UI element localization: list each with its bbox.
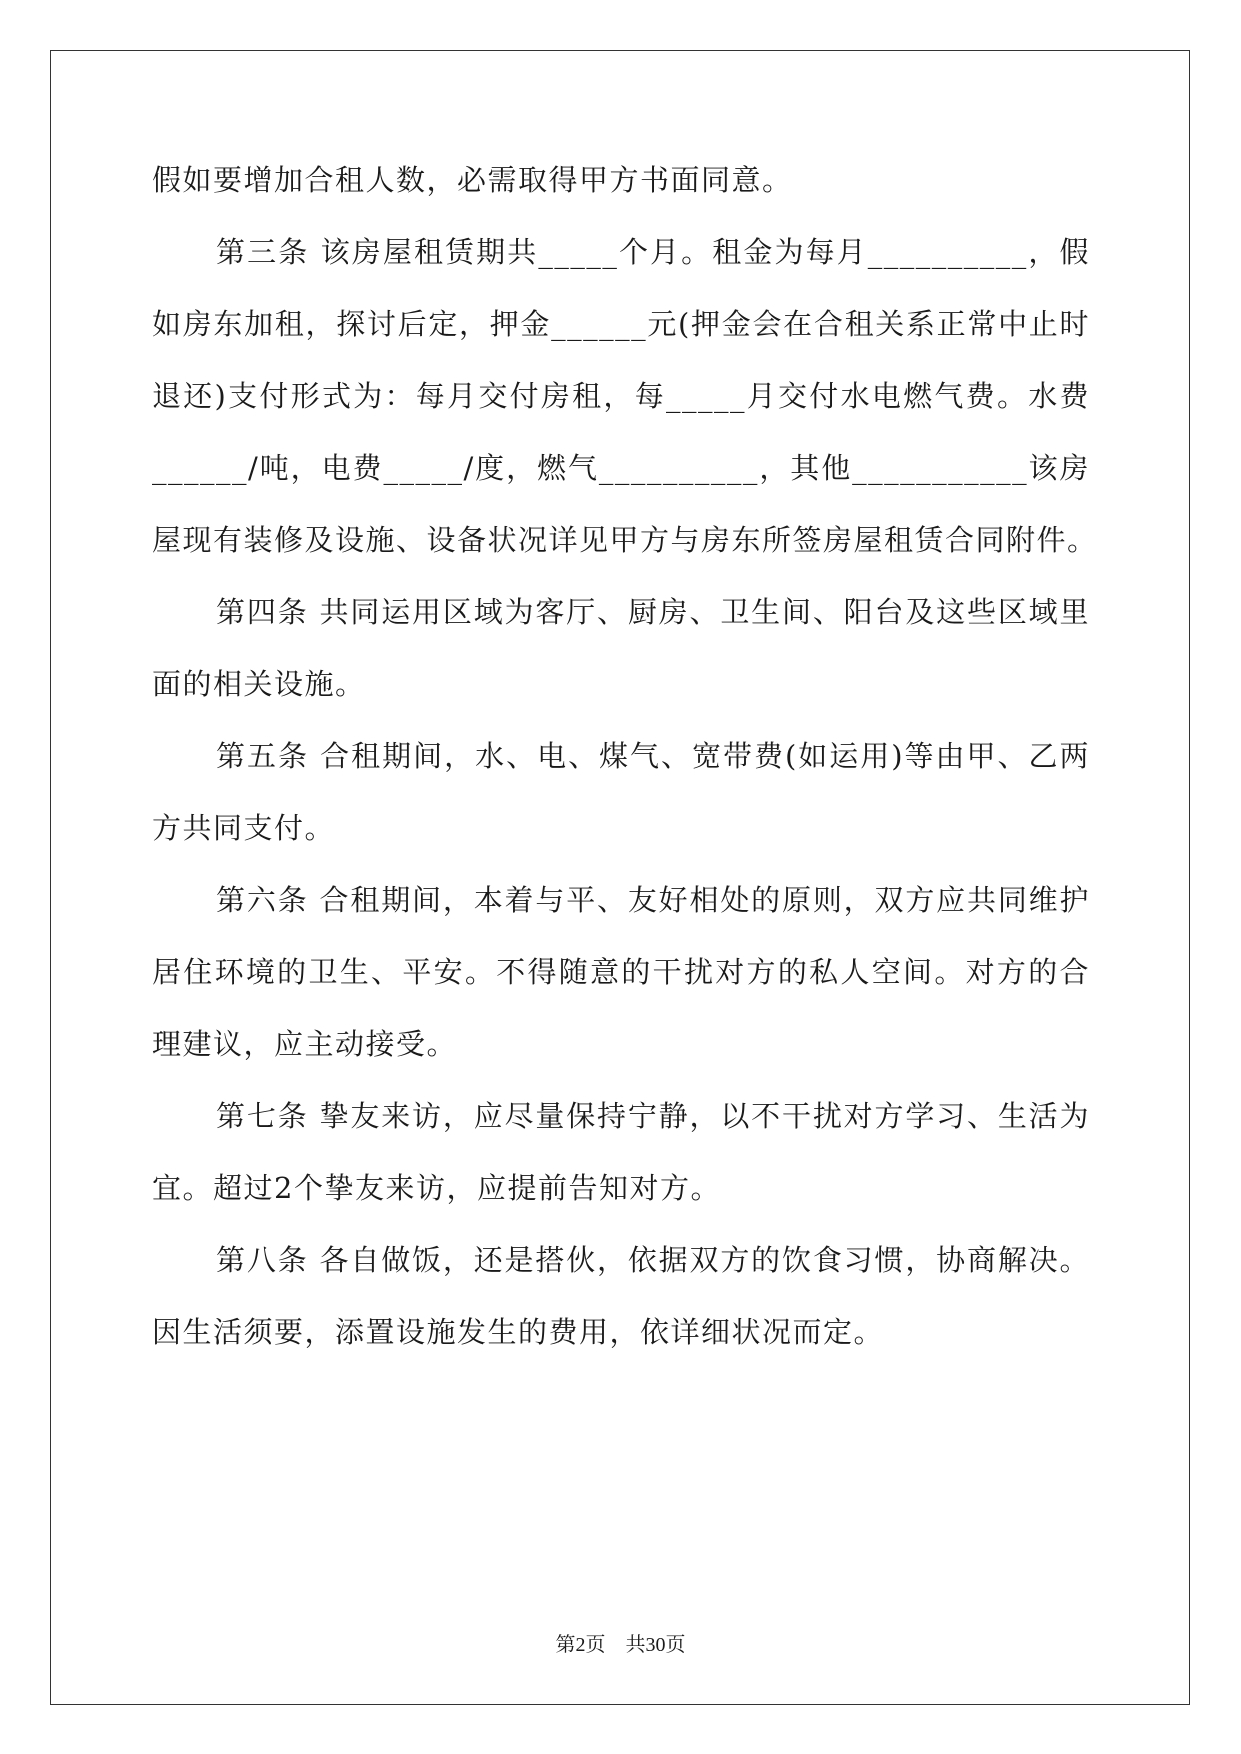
clause-3-line-1: 第三条 该房屋租赁期共_____个月。租金为每月__________，假 xyxy=(216,235,1090,269)
text-line: ______/吨，电费_____/度，燃气__________，其他___________该房 xyxy=(152,451,1090,485)
page-indicator: 第2页 共30页 xyxy=(555,1634,686,1656)
clause-6-line-1: 第六条 合租期间，本着与平、友好相处的原则，双方应共同维护 xyxy=(216,883,1090,917)
text-line: 因生活须要，添置设施发生的费用，依详细状况而定。 xyxy=(152,1315,885,1349)
text-line: 方共同支付。 xyxy=(152,811,336,845)
text-line: 假如要增加合租人数，必需取得甲方书面同意。 xyxy=(152,163,793,197)
text-line: 屋现有装修及设施、设备状况详见甲方与房东所签房屋租赁合同附件。 xyxy=(152,523,1098,557)
clause-8-line-1: 第八条 各自做饭，还是搭伙，依据双方的饮食习惯，协商解决。 xyxy=(216,1243,1090,1277)
text-line: 退还)支付形式为：每月交付房租，每_____月交付水电燃气费。水费 xyxy=(152,379,1090,413)
page-border xyxy=(50,50,1190,1705)
text-line: 面的相关设施。 xyxy=(152,667,366,701)
text-line: 宜。超过2个挚友来访，应提前告知对方。 xyxy=(152,1171,721,1205)
clause-4-line-1: 第四条 共同运用区域为客厅、厨房、卫生间、阳台及这些区域里 xyxy=(216,595,1090,629)
text-line: 理建议，应主动接受。 xyxy=(152,1027,458,1061)
clause-7-line-1: 第七条 挚友来访，应尽量保持宁静，以不干扰对方学习、生活为 xyxy=(216,1099,1090,1133)
clause-5-line-1: 第五条 合租期间，水、电、煤气、宽带费(如运用)等由甲、乙两 xyxy=(216,739,1090,773)
text-line: 如房东加租，探讨后定，押金______元(押金会在合租关系正常中止时 xyxy=(152,307,1090,341)
text-line: 居住环境的卫生、平安。不得随意的干扰对方的私人空间。对方的合 xyxy=(152,955,1090,989)
